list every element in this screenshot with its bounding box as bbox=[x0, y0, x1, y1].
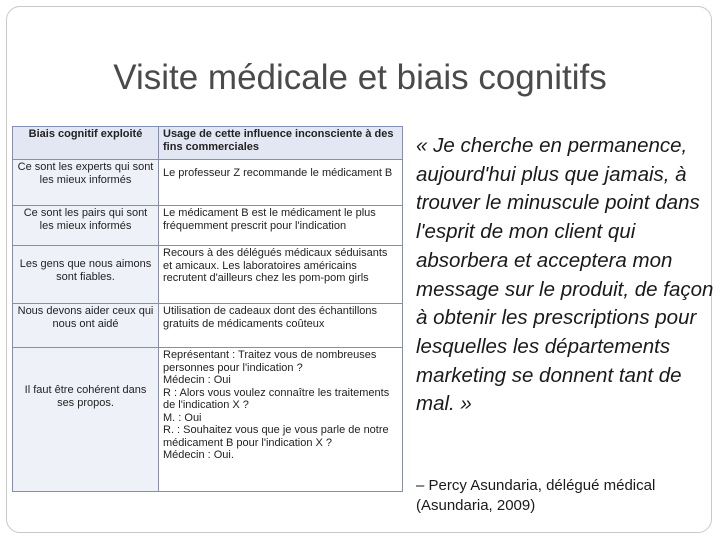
table-cell-bias: Il faut être cohérent dans ses propos. bbox=[13, 348, 159, 492]
table-row bbox=[13, 304, 403, 348]
table-cell-usage: Représentant : Traitez vous de nombreuses personnes pour l'indication ? Médecin : Oui R : Alors vous voulez connaître les traitements de l'indication X ? M. : Oui R. : Souhaitez vous que je vous parle de notre médicament B pour l'indication X ? Médecin : Oui. bbox=[159, 348, 403, 492]
table-cell-bias: Les gens que nous aimons sont fiables. bbox=[13, 246, 159, 304]
table-cell-usage: Recours à des délégués médicaux séduisants et amicaux. Les laboratoires américains recrutent d'ailleurs chez les pom-pom girls bbox=[159, 246, 403, 304]
quote-attribution: – Percy Asundaria, délégué médical (Asundaria, 2009) bbox=[416, 477, 656, 514]
table-row bbox=[13, 160, 403, 206]
table-cell-bias: Ce sont les pairs qui sont les mieux informés bbox=[13, 206, 159, 246]
table-row bbox=[13, 348, 403, 492]
table-cell-usage: Le médicament B est le médicament le plus fréquemment prescrit pour l'indication bbox=[159, 206, 403, 246]
table-header-row bbox=[13, 127, 403, 160]
table-cell-bias: Ce sont les experts qui sont les mieux informés bbox=[13, 160, 159, 206]
table-row bbox=[13, 206, 403, 246]
slide-title: Visite médicale et biais cognitifs bbox=[113, 58, 607, 97]
table-row bbox=[13, 246, 403, 304]
table-cell-usage: Le professeur Z recommande le médicament B bbox=[159, 160, 403, 206]
quote-text: « Je cherche en permanence, aujourd'hui plus que jamais, à trouver le minuscule point dans l'esprit de mon client qui absorbera et acceptera mon message sur le produit, de façon à obtenir les prescriptions pour lesquelles les départements marketing se donnent tant de mal. » bbox=[416, 134, 714, 416]
table-cell-bias: Nous devons aider ceux qui nous ont aidé bbox=[13, 304, 159, 348]
table-header-usage: Usage de cette influence inconsciente à des fins commerciales bbox=[159, 127, 403, 160]
table-cell-usage: Utilisation de cadeaux dont des échantillons gratuits de médicaments coûteux bbox=[159, 304, 403, 348]
bias-table bbox=[12, 126, 403, 492]
table-header-bias: Biais cognitif exploité bbox=[13, 127, 159, 160]
